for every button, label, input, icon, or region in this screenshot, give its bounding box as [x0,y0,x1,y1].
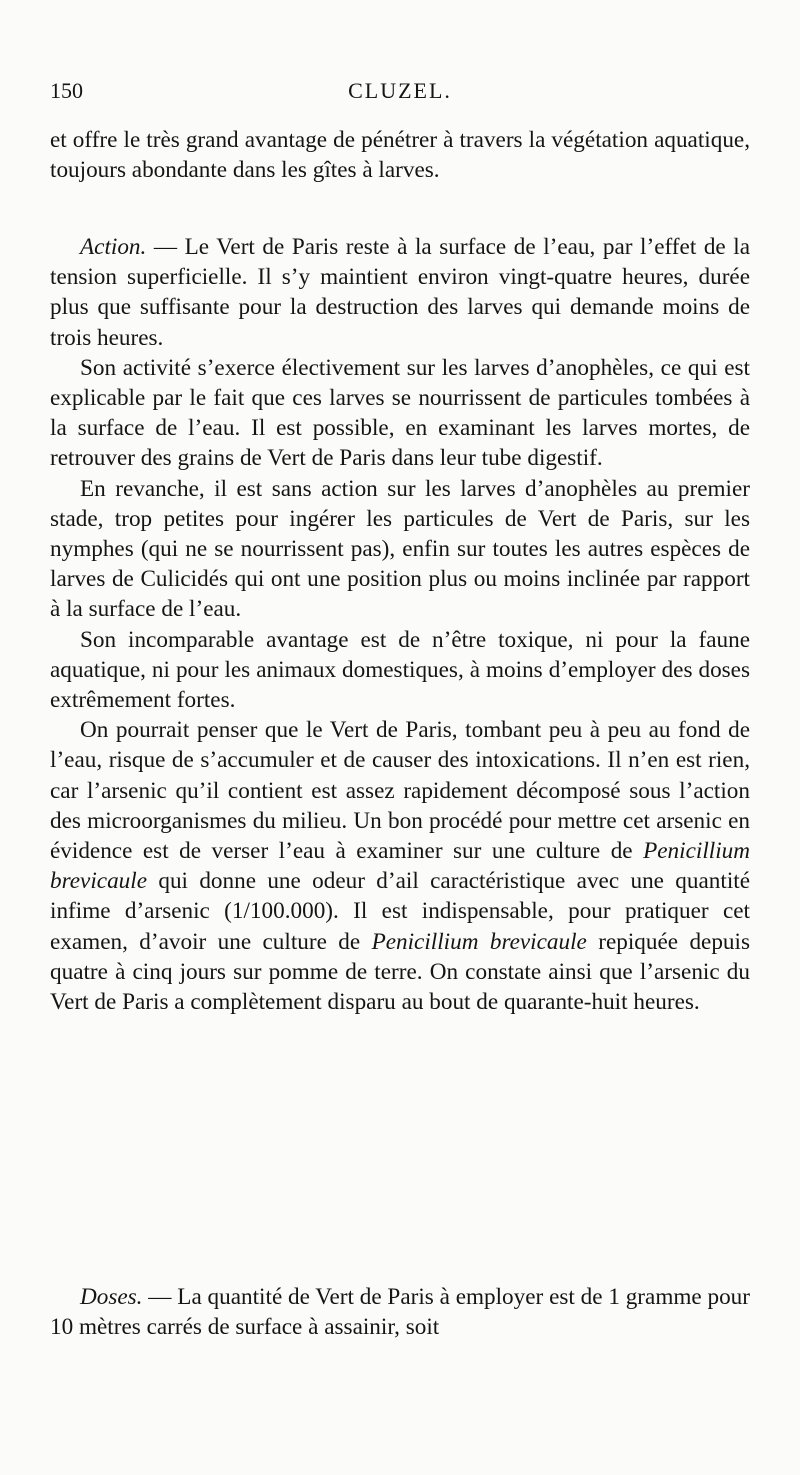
section-lead-doses: Doses. [80,1284,143,1310]
paragraph-action-text: — Le Vert de Paris reste à la surface de l’eau, par l’effet de la tension superficielle. Il s’y maintient environ vingt-quatre heures, durée plus que suffisante pour la destruction des larves qui demande moins de trois heures. [50,234,750,351]
species-name-2: Penicillium brevicaule [371,928,587,955]
paragraph-continuation: et offre le très grand avantage de pénétrer à travers la végétation aquatique, toujours abondante dans les gîtes à larves. [50,127,750,184]
arsenic-text-3: repiquée depuis quatre à cinq jours sur pomme de terre. On constate ainsi que l’arsenic du Vert de Paris a complètement disparu au bout de quarante-huit heures. [50,928,750,1016]
doses-section [50,1282,750,1342]
action-section [50,232,750,1017]
paragraph-doses-text: — La quantité de Vert de Paris à employer est de 1 gramme pour 10 mètres carrés de surface à assainir, soit [50,1284,750,1341]
continued-paragraph [50,125,750,185]
arsenic-text-2: qui donne une odeur d’ail caractéristique avec une quantité infime d’arsenic (1/100.000). Il est indispensable, pour pratiquer cet examen, d’avoir une culture de [50,868,750,955]
section-lead-action: Action. [80,234,147,260]
paragraph-advantage: Son incomparable avantage est de n’être toxique, ni pour la faune aquatique, ni pour les animaux domestiques, à moins d’employer des doses extrêmement fortes. [50,626,750,714]
paragraph-arsenic [50,715,750,1017]
page-number: 150 [50,78,83,103]
page-header [50,78,750,108]
arsenic-text-1: On pourrait penser que le Vert de Paris, tombant peu à peu au fond de l’eau, risque de s’accumuler et de causer des intoxications. Il n’en est rien, car l’arsenic qu’il contient est assez rapidement décomposé sous l’action des microorganismes du milieu. Un bon procédé pour mettre cet arsenic en évidence est de verser l’eau à examiner sur une culture de [50,717,750,865]
running-title: CLUZEL. [348,78,452,103]
paragraph-action [50,232,750,353]
species-name-1: Penicillium brevicaule [50,838,750,895]
paragraph-doses [50,1282,750,1342]
paragraph-revanche: En revanche, il est sans action sur les larves d’anophèles au premier stade, trop petites pour ingérer les particules de Vert de Paris, sur les nymphes (qui ne se nourrissent pas), enfin sur toutes les autres espèces de larves de Culicidés qui ont une position plus ou moins inclinée par rapport à la surface de l’eau. [50,475,750,623]
paragraph-activity: Son activité s’exerce électivement sur les larves d’anophèles, ce qui est explicable par le fait que ces larves se nourrissent de particules tombées à la surface de l’eau. Il est possible, en examinant les larves mortes, de retrouver des grains de Vert de Paris dans leur tube digestif. [50,354,750,472]
